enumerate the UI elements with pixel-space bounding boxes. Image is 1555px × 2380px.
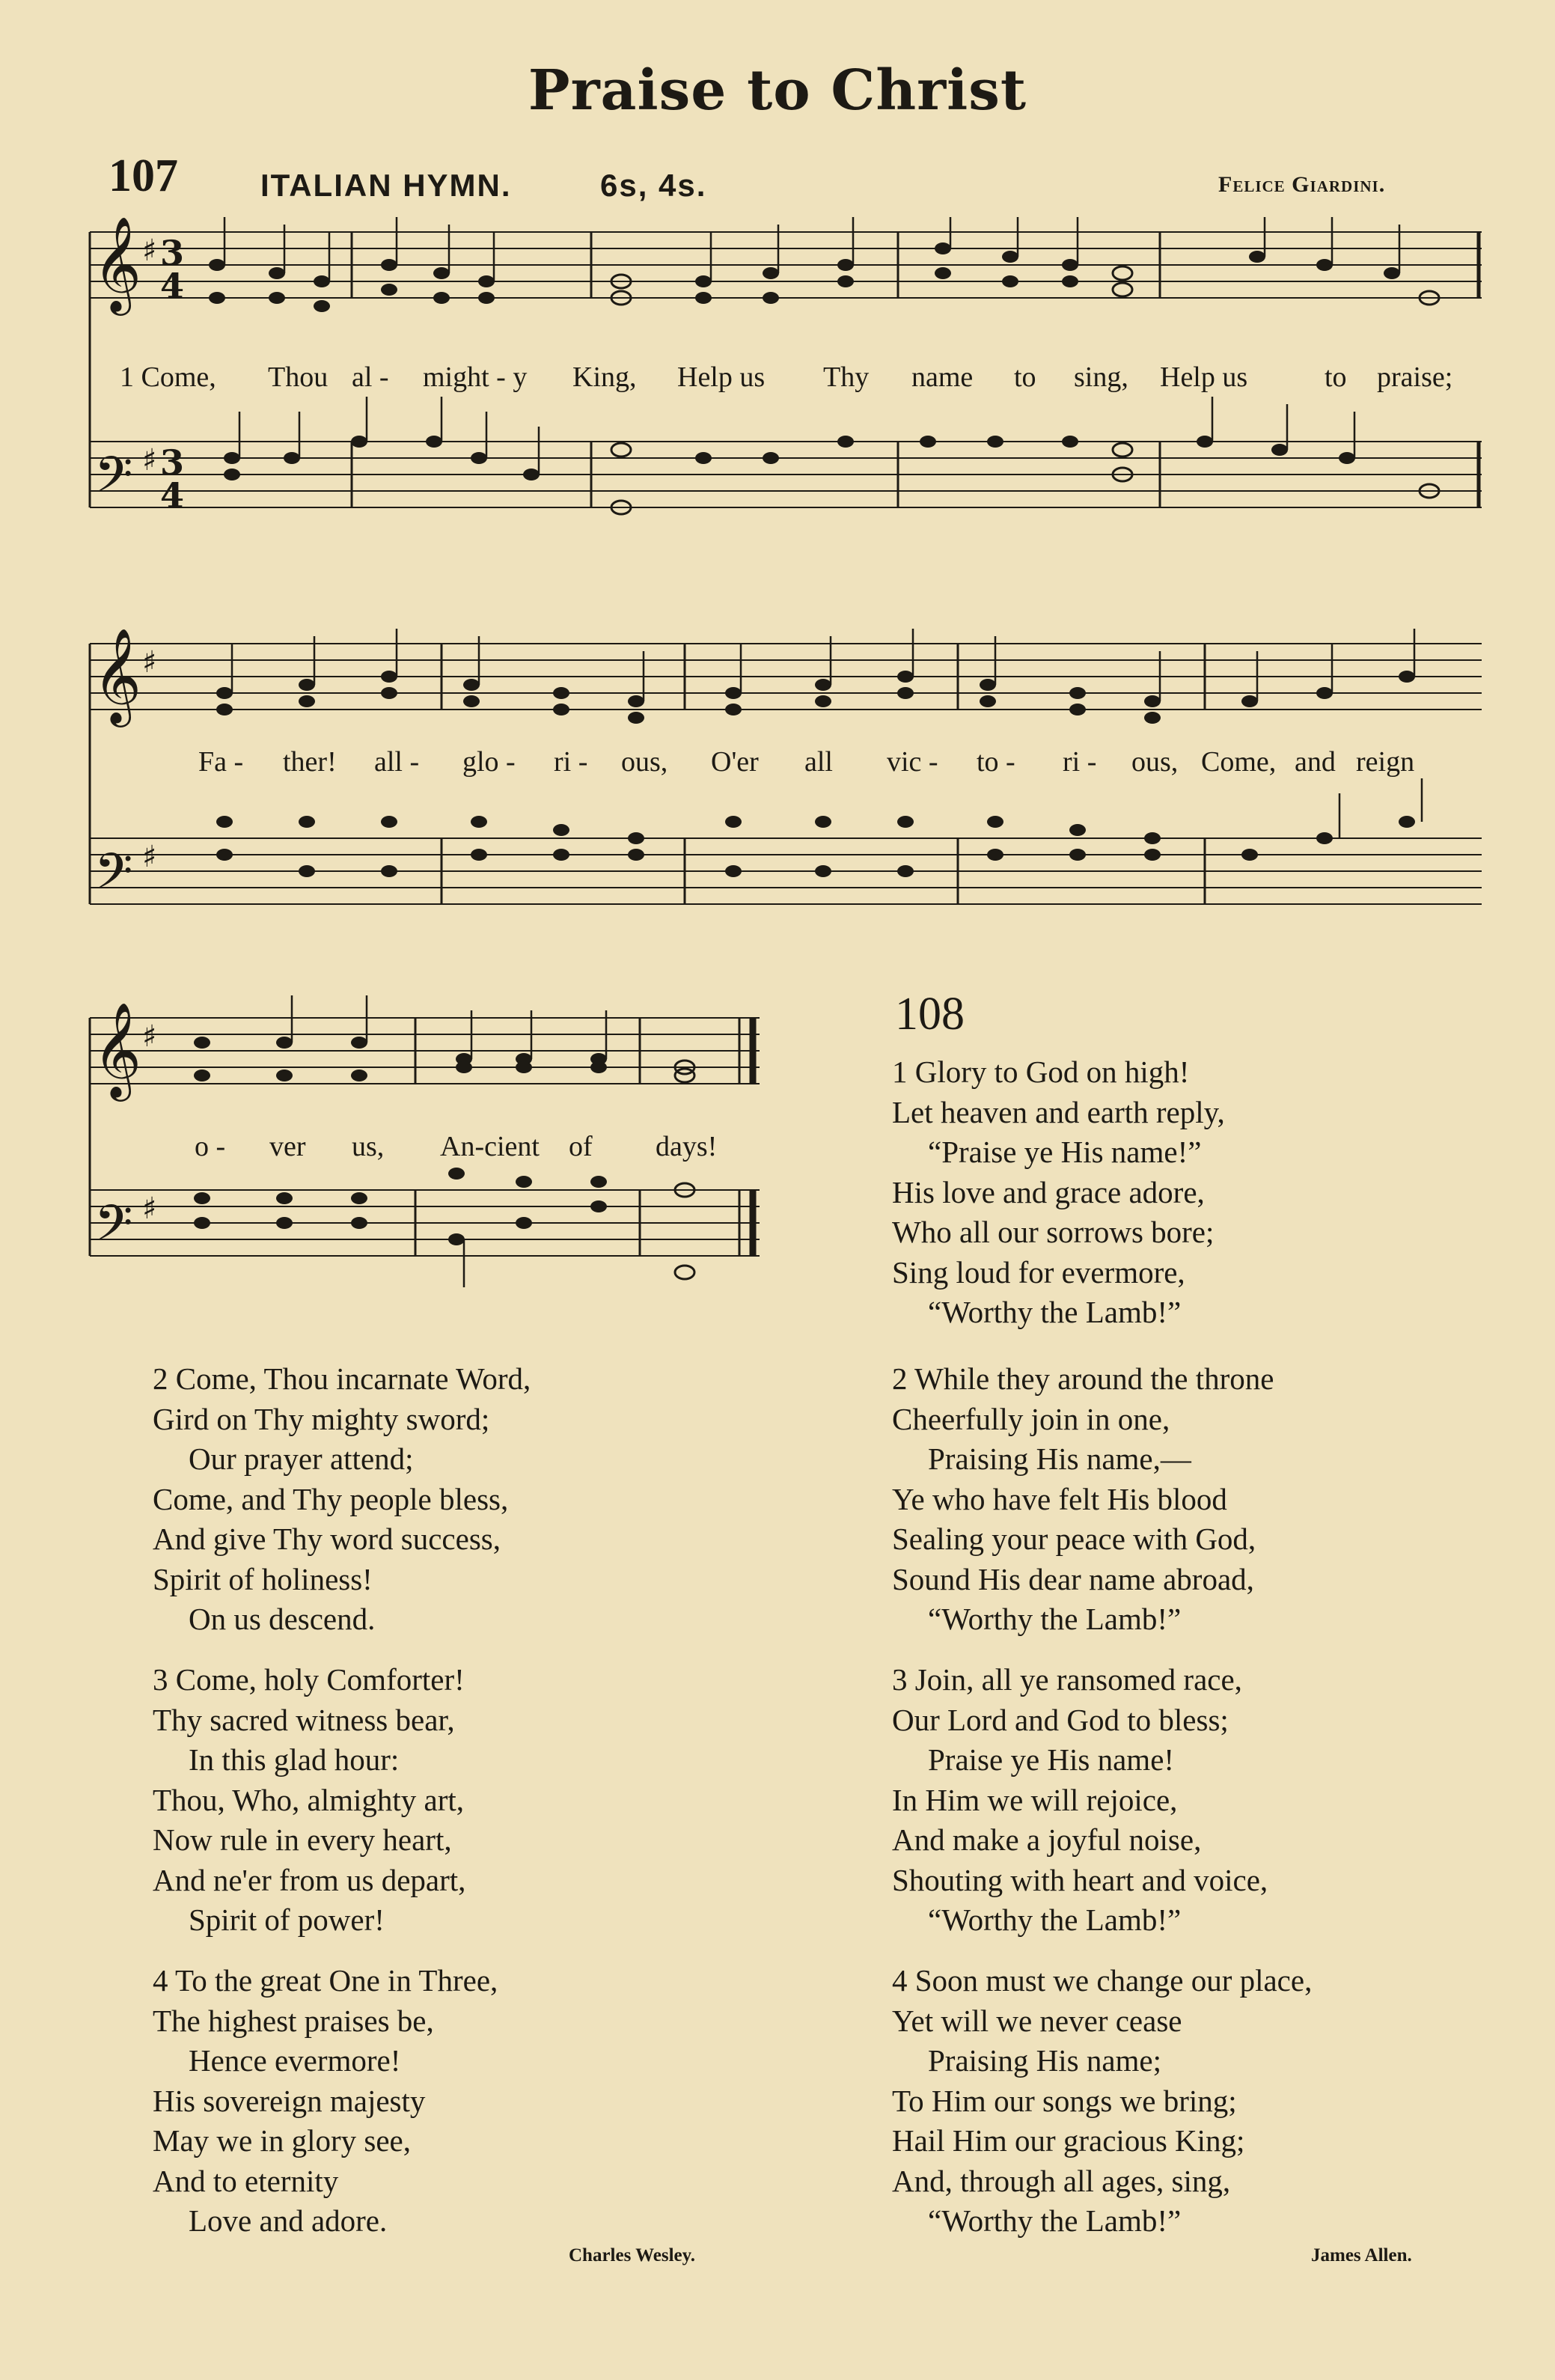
tune-name: ITALIAN HYMN. bbox=[260, 168, 512, 203]
svg-text:♯: ♯ bbox=[142, 1191, 157, 1226]
stanza-line: “Worthy the Lamb!” bbox=[928, 1295, 1182, 1329]
meter: 6s, 4s. bbox=[600, 168, 707, 203]
lyric-2-1: Fa - bbox=[198, 746, 244, 778]
author-107: Charles Wesley. bbox=[569, 2245, 695, 2265]
hymn-108-number: 108 bbox=[895, 989, 965, 1040]
stanza-line: 2 Come, Thou incarnate Word, bbox=[153, 1361, 531, 1396]
stanza-line: Thou, Who, almighty art, bbox=[153, 1782, 465, 1817]
stanza-line: 4 Soon must we change our place, bbox=[892, 1963, 1313, 1998]
stanza-line: And to eternity bbox=[153, 2163, 339, 2198]
lyric-1-12: to bbox=[1325, 361, 1347, 393]
lyric-1-10: sing, bbox=[1074, 361, 1128, 393]
lyric-1-2: Thou bbox=[268, 361, 329, 393]
lyric-3-6: days! bbox=[656, 1131, 718, 1162]
stanza-line: “Worthy the Lamb!” bbox=[928, 1903, 1182, 1937]
lyric-1-6: Help us bbox=[677, 361, 766, 393]
lyric-2-6: ous, bbox=[621, 746, 668, 778]
stanza-line: And, through all ages, sing, bbox=[892, 2163, 1231, 2198]
svg-text:𝄢: 𝄢 bbox=[94, 1194, 133, 1264]
lyric-2-9: vic - bbox=[887, 746, 938, 778]
hymn-107-number: 107 bbox=[109, 150, 178, 201]
svg-text:♯: ♯ bbox=[142, 1019, 157, 1054]
stanza-line: Praising His name,— bbox=[928, 1441, 1191, 1476]
stanza-line: Our prayer attend; bbox=[189, 1441, 414, 1476]
svg-text:𝄞: 𝄞 bbox=[93, 217, 142, 311]
stanza-line: Sealing your peace with God, bbox=[892, 1522, 1256, 1556]
svg-text:𝄞: 𝄞 bbox=[93, 627, 142, 723]
lyric-2-10: to - bbox=[977, 746, 1015, 778]
lyric-1-8: name bbox=[911, 361, 974, 393]
stanza-line: In this glad hour: bbox=[189, 1742, 400, 1777]
svg-text:𝄢: 𝄢 bbox=[94, 446, 133, 516]
lyric-3-3: us, bbox=[352, 1131, 385, 1162]
lyric-1-1: 1 Come, bbox=[120, 361, 216, 393]
stanza-line: And make a joyful noise, bbox=[892, 1822, 1202, 1857]
stanza-line: 3 Come, holy Comforter! bbox=[153, 1662, 465, 1697]
stanza-line: On us descend. bbox=[189, 1602, 376, 1636]
stanza-line: Thy sacred witness bear, bbox=[153, 1702, 455, 1737]
stanza-line: Sing loud for evermore, bbox=[892, 1254, 1185, 1290]
svg-text:♯: ♯ bbox=[142, 644, 157, 680]
stanza-line: “Worthy the Lamb!” bbox=[928, 2203, 1182, 2238]
stanza-108-1 bbox=[892, 1052, 1225, 1333]
lyric-2-14: and bbox=[1295, 746, 1336, 778]
stanza-line: Gird on Thy mighty sword; bbox=[153, 1401, 490, 1436]
lyric-2-7: O'er bbox=[711, 746, 759, 778]
stanza-line: Come, and Thy people bless, bbox=[153, 1481, 509, 1516]
lyric-2-3: all - bbox=[374, 746, 420, 778]
lyric-1-4: might - y bbox=[423, 361, 528, 393]
svg-text:𝄢: 𝄢 bbox=[94, 843, 133, 912]
svg-text:♯: ♯ bbox=[142, 442, 157, 477]
stanza-line: In Him we will rejoice, bbox=[892, 1782, 1178, 1817]
stanza-line: And ne'er from us depart, bbox=[153, 1862, 466, 1897]
page-title: Praise to Christ bbox=[528, 58, 1027, 123]
stanza-line: Our Lord and God to bless; bbox=[892, 1702, 1229, 1737]
stanza-108-3 bbox=[892, 1660, 1268, 1941]
lyric-3-4: An-cient bbox=[440, 1131, 540, 1162]
stanza-line: 3 Join, all ye ransomed race, bbox=[892, 1662, 1242, 1697]
composer: Felice Giardini. bbox=[1218, 172, 1386, 197]
lyric-2-8: all bbox=[804, 746, 833, 778]
stanza-line: Spirit of holiness! bbox=[153, 1561, 373, 1596]
lyric-3-5: of bbox=[569, 1131, 593, 1162]
stanza-line: Ye who have felt His blood bbox=[892, 1481, 1227, 1516]
lyric-1-11: Help us bbox=[1160, 361, 1248, 393]
stanza-line: Praise ye His name! bbox=[928, 1742, 1175, 1777]
stanza-line: Praising His name; bbox=[928, 2043, 1162, 2078]
stanza-line: Now rule in every heart, bbox=[153, 1822, 452, 1857]
stanza-line: And give Thy word success, bbox=[153, 1522, 501, 1556]
svg-text:3: 3 bbox=[160, 442, 185, 483]
stanza-line: “Praise ye His name!” bbox=[928, 1135, 1202, 1169]
stanza-line: The highest praises be, bbox=[153, 2003, 434, 2038]
lyric-1-7: Thy bbox=[823, 361, 870, 393]
lyric-1-13: praise; bbox=[1377, 361, 1453, 393]
lyric-2-11: ri - bbox=[1063, 746, 1097, 778]
stanza-line: Hence evermore! bbox=[189, 2043, 401, 2078]
lyric-3-2: ver bbox=[269, 1131, 306, 1162]
svg-text:𝄞: 𝄞 bbox=[93, 1001, 142, 1097]
stanza-line: 4 To the great One in Three, bbox=[153, 1963, 498, 1998]
stanza-line: Hail Him our gracious King; bbox=[892, 2123, 1245, 2158]
stanza-line: Sound His dear name abroad, bbox=[892, 1561, 1254, 1596]
stanza-line: 2 While they around the throne bbox=[892, 1361, 1274, 1396]
stanza-line: Cheerfully join in one, bbox=[892, 1401, 1170, 1436]
svg-text:3: 3 bbox=[160, 233, 185, 273]
lyric-2-12: ous, bbox=[1131, 746, 1179, 778]
lyric-2-5: ri - bbox=[554, 746, 588, 778]
lyric-2-13: Come, bbox=[1201, 746, 1277, 778]
stanza-108-2 bbox=[892, 1359, 1274, 1640]
lyric-1-5: King, bbox=[572, 361, 637, 393]
stanza-107-4 bbox=[153, 1961, 498, 2242]
svg-text:♯: ♯ bbox=[142, 233, 157, 268]
lyric-1-3: al - bbox=[352, 361, 389, 393]
stanza-line: Let heaven and earth reply, bbox=[892, 1094, 1225, 1129]
stanza-108-4 bbox=[892, 1961, 1312, 2242]
stanza-line: May we in glory see, bbox=[153, 2123, 411, 2158]
lyric-3-1: o - bbox=[195, 1131, 226, 1162]
stanza-107-2 bbox=[153, 1359, 531, 1640]
stanza-line: His sovereign majesty bbox=[153, 2083, 426, 2118]
lyric-2-2: ther! bbox=[283, 746, 337, 778]
stanza-line: Who all our sorrows bore; bbox=[892, 1215, 1215, 1249]
svg-text:4: 4 bbox=[160, 266, 185, 306]
stanza-line: 1 Glory to God on high! bbox=[892, 1055, 1190, 1089]
stanza-107-3 bbox=[153, 1660, 465, 1941]
stanza-line: “Worthy the Lamb!” bbox=[928, 1602, 1182, 1636]
lyric-1-9: to bbox=[1014, 361, 1036, 393]
stanza-line: To Him our songs we bring; bbox=[892, 2083, 1237, 2118]
author-108: James Allen. bbox=[1311, 2245, 1412, 2265]
svg-text:4: 4 bbox=[160, 475, 185, 516]
stanza-line: Love and adore. bbox=[189, 2203, 388, 2238]
svg-text:♯: ♯ bbox=[142, 839, 157, 874]
lyric-2-4: glo - bbox=[462, 746, 516, 778]
stanza-line: Shouting with heart and voice, bbox=[892, 1862, 1268, 1897]
stanza-line: His love and grace adore, bbox=[892, 1174, 1205, 1209]
stanza-line: Spirit of power! bbox=[189, 1903, 385, 1937]
lyric-2-15: reign bbox=[1356, 746, 1415, 778]
stanza-line: Yet will we never cease bbox=[892, 2003, 1182, 2038]
